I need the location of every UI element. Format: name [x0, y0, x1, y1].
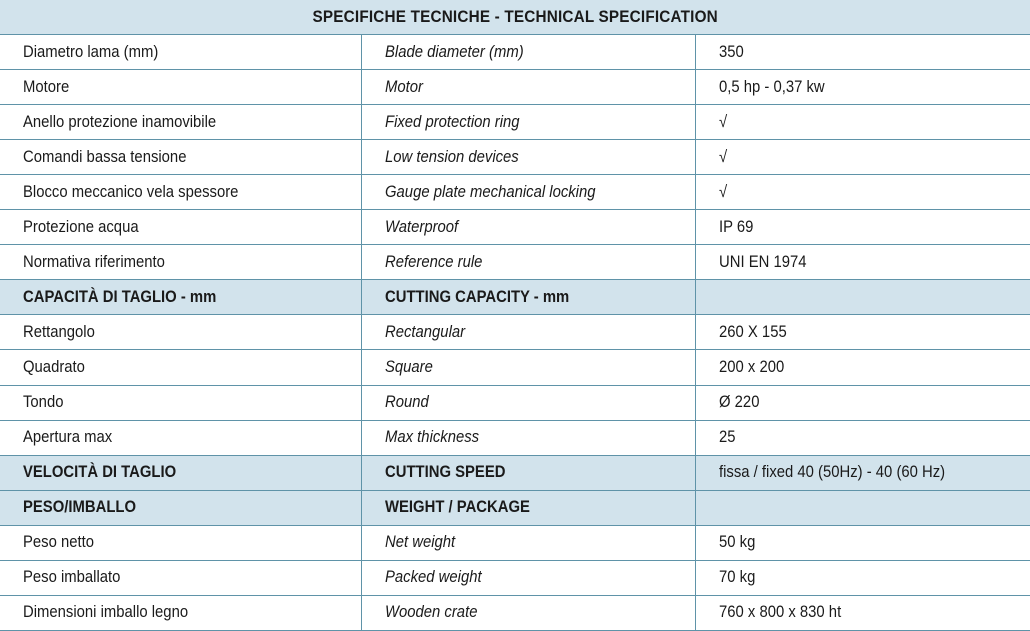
- label-en: Gauge plate mechanical locking: [361, 175, 695, 210]
- label-it: Anello protezione inamovibile: [0, 105, 361, 140]
- label-it: Peso netto: [0, 525, 361, 560]
- table-row: [0, 175, 1030, 210]
- label-it: Rettangolo: [0, 315, 361, 350]
- section-header-row: [0, 490, 1030, 525]
- label-it: Quadrato: [0, 350, 361, 385]
- section-label-it: CAPACITÀ DI TAGLIO - mm: [0, 280, 361, 315]
- section-value: [695, 490, 1030, 525]
- value: 350: [695, 35, 1030, 70]
- value: √: [695, 140, 1030, 175]
- value: √: [695, 105, 1030, 140]
- table-row: [0, 140, 1030, 175]
- section-label-en: WEIGHT / PACKAGE: [361, 490, 695, 525]
- value: √: [695, 175, 1030, 210]
- table-row: [0, 35, 1030, 70]
- value: 200 x 200: [695, 350, 1030, 385]
- label-en: Motor: [361, 70, 695, 105]
- label-en: Reference rule: [361, 245, 695, 280]
- value: 70 kg: [695, 560, 1030, 595]
- label-it: Dimensioni imballo legno: [0, 595, 361, 630]
- table-row: [0, 245, 1030, 280]
- value: 260 X 155: [695, 315, 1030, 350]
- label-it: Blocco meccanico vela spessore: [0, 175, 361, 210]
- section-header-row: [0, 280, 1030, 315]
- table-title-row: [0, 0, 1030, 35]
- value: UNI EN 1974: [695, 245, 1030, 280]
- value: 25: [695, 420, 1030, 455]
- table-row: [0, 420, 1030, 455]
- table-row: [0, 560, 1030, 595]
- label-it: Protezione acqua: [0, 210, 361, 245]
- label-it: Normativa riferimento: [0, 245, 361, 280]
- table-row: [0, 210, 1030, 245]
- table-row: [0, 595, 1030, 630]
- table-title: SPECIFICHE TECNICHE - TECHNICAL SPECIFICATION: [0, 0, 1030, 35]
- label-it: Apertura max: [0, 420, 361, 455]
- label-it: Tondo: [0, 385, 361, 420]
- label-it: Comandi bassa tensione: [0, 140, 361, 175]
- label-en: Fixed protection ring: [361, 105, 695, 140]
- section-label-it: PESO/IMBALLO: [0, 490, 361, 525]
- label-en: Rectangular: [361, 315, 695, 350]
- label-it: Motore: [0, 70, 361, 105]
- value: 760 x 800 x 830 ht: [695, 595, 1030, 630]
- label-en: Net weight: [361, 525, 695, 560]
- section-header-row: [0, 455, 1030, 490]
- label-en: Round: [361, 385, 695, 420]
- value: Ø 220: [695, 385, 1030, 420]
- section-label-en: CUTTING SPEED: [361, 455, 695, 490]
- value: 50 kg: [695, 525, 1030, 560]
- section-label-it: VELOCITÀ DI TAGLIO: [0, 455, 361, 490]
- label-it: Diametro lama (mm): [0, 35, 361, 70]
- table-row: [0, 105, 1030, 140]
- table-row: [0, 350, 1030, 385]
- label-en: Max thickness: [361, 420, 695, 455]
- table-row: [0, 70, 1030, 105]
- value: IP 69: [695, 210, 1030, 245]
- label-en: Waterproof: [361, 210, 695, 245]
- table-row: [0, 525, 1030, 560]
- label-en: Blade diameter (mm): [361, 35, 695, 70]
- table-row: [0, 315, 1030, 350]
- label-en: Wooden crate: [361, 595, 695, 630]
- label-en: Packed weight: [361, 560, 695, 595]
- section-value: fissa / fixed 40 (50Hz) - 40 (60 Hz): [695, 455, 1030, 490]
- label-en: Square: [361, 350, 695, 385]
- section-value: [695, 280, 1030, 315]
- table-row: [0, 385, 1030, 420]
- label-it: Peso imballato: [0, 560, 361, 595]
- label-en: Low tension devices: [361, 140, 695, 175]
- section-label-en: CUTTING CAPACITY - mm: [361, 280, 695, 315]
- value: 0,5 hp - 0,37 kw: [695, 70, 1030, 105]
